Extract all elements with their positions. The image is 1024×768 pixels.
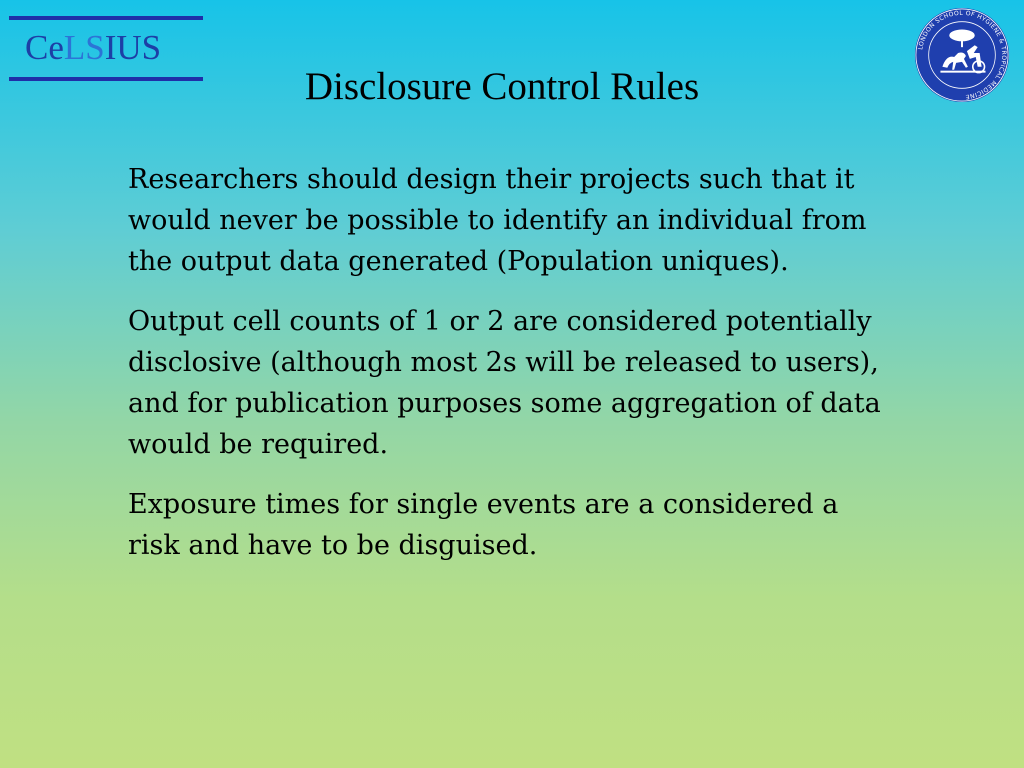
lshtm-seal-icon [913, 6, 1011, 104]
paragraph-exposure-times: Exposure times for single events are a considered a risk and have to be disguised. [128, 489, 839, 561]
logo-top-rule [9, 16, 203, 20]
logo-middle: LS [63, 28, 105, 67]
seal-text: LONDON SCHOOL OF HYGIENE & TROPICAL MEDICINE [917, 9, 1008, 101]
paragraph-cell-counts: Output cell counts of 1 or 2 are considered potentially disclosive (although most 2s will be released to users), and for publication purposes some aggregation of data would be required. [128, 306, 881, 460]
celsius-logo [9, 14, 204, 84]
logo-prefix: Ce [25, 28, 64, 67]
paragraph-population-uniques: Researchers should design their projects such that it would never be possible to identify an individual from the output data generated (Population uniques). [128, 164, 867, 277]
logo-wordmark [25, 28, 161, 68]
slide-body [128, 159, 888, 585]
page-title: Disclosure Control Rules [304, 65, 700, 108]
logo-suffix: IUS [104, 28, 162, 67]
logo-bottom-rule [9, 77, 203, 81]
